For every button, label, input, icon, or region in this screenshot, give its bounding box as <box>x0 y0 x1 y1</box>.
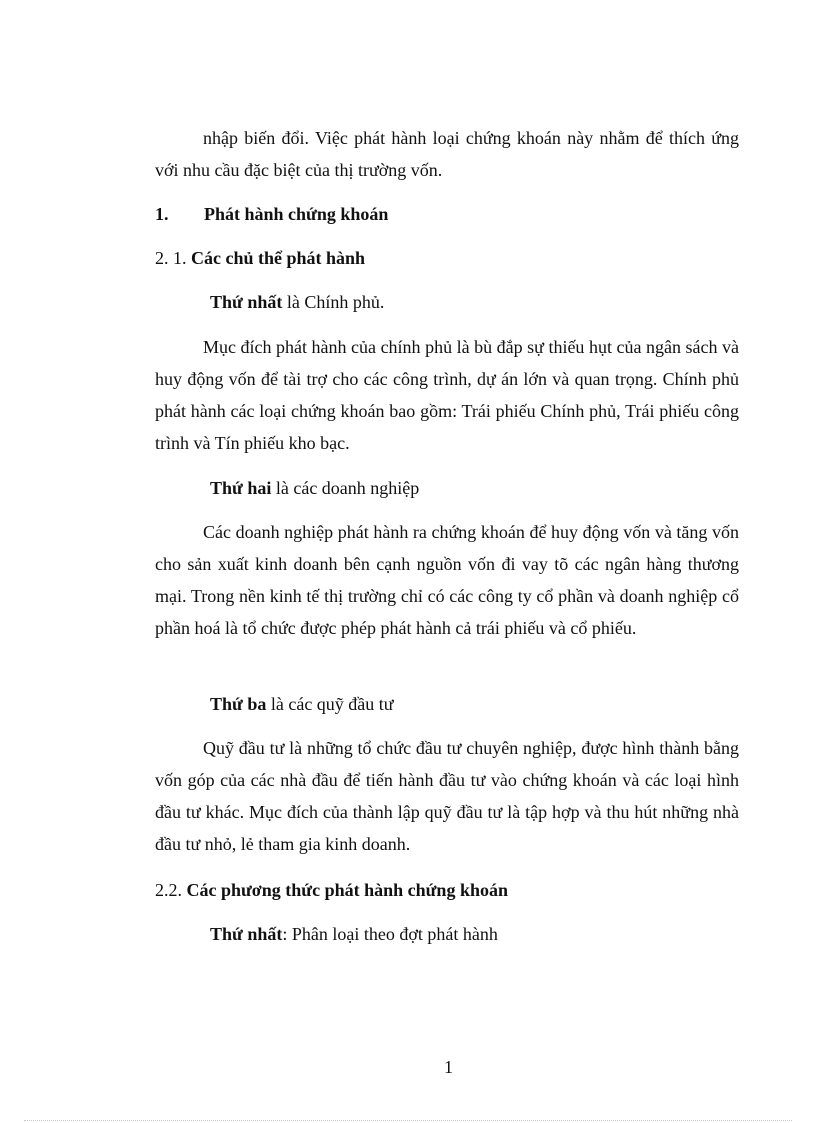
item-by-issue-round-label: Thứ nhất <box>210 924 283 944</box>
item-enterprises <box>210 477 419 499</box>
page-number: 1 <box>444 1057 453 1077</box>
heading-2-1 <box>155 247 365 269</box>
paragraph-government: Mục đích phát hành của chính phủ là bù đắp sự thiếu hụt của ngân sách và huy động vốn để tài trợ cho các công trình, dự án lớn và quan trọng. Chính phủ phát hành các loại chứng khoán bao gồm: Trái phiếu Chính phủ, Trái phiếu công trình và Tín phiếu kho bạc. <box>155 337 739 453</box>
item-by-issue-round <box>210 923 498 945</box>
page-bottom-divider <box>24 1120 792 1121</box>
item-government <box>210 291 384 313</box>
item-by-issue-round-text: : Phân loại theo đợt phát hành <box>282 924 498 944</box>
item-government-label: Thứ nhất <box>210 292 283 312</box>
item-funds-text: là các quỹ đầu tư <box>266 694 394 714</box>
paragraph-funds: Quỹ đầu tư là những tổ chức đầu tư chuyên nghiệp, được hình thành bằng vốn góp của các nhà đầu để tiến hành đầu tư vào chứng khoán và các loại hình đầu tư khác. Mục đích của thành lập quỹ đầu tư là tập hợp và thu hút những nhà đầu tư nhỏ, lẻ tham gia kinh doanh. <box>155 738 739 854</box>
paragraph-enterprises: Các doanh nghiệp phát hành ra chứng khoán để huy động vốn và tăng vốn cho sản xuất kinh doanh bên cạnh nguồn vốn đi vay tõ các ngân hàng thương mại. Trong nền kinh tế thị trường chỉ có các công ty cổ phần và doanh nghiệp cổ phần hoá là tổ chức được phép phát hành cả trái phiếu và cổ phiếu. <box>155 522 739 638</box>
item-enterprises-text: là các doanh nghiệp <box>271 478 420 498</box>
heading-2-2 <box>155 879 508 901</box>
item-enterprises-label: Thứ hai <box>210 478 272 498</box>
heading-1-number: 1. <box>155 204 169 224</box>
heading-2-2-title: Các phương thức phát hành chứng khoán <box>186 880 508 900</box>
item-funds-label: Thứ ba <box>210 694 267 714</box>
item-funds <box>210 693 394 715</box>
heading-2-1-number: 2. 1. <box>155 248 187 268</box>
paragraph-intro: nhập biến đổi. Việc phát hành loại chứng khoán này nhằm để thích ứng với nhu cầu đặc biệt của thị trường vốn. <box>155 128 739 180</box>
heading-1-title: Phát hành chứng khoán <box>204 204 389 224</box>
heading-2-1-title: Các chủ thể phát hành <box>191 248 366 268</box>
item-government-text: là Chính phủ. <box>282 292 385 312</box>
heading-2-2-number: 2.2. <box>155 880 182 900</box>
